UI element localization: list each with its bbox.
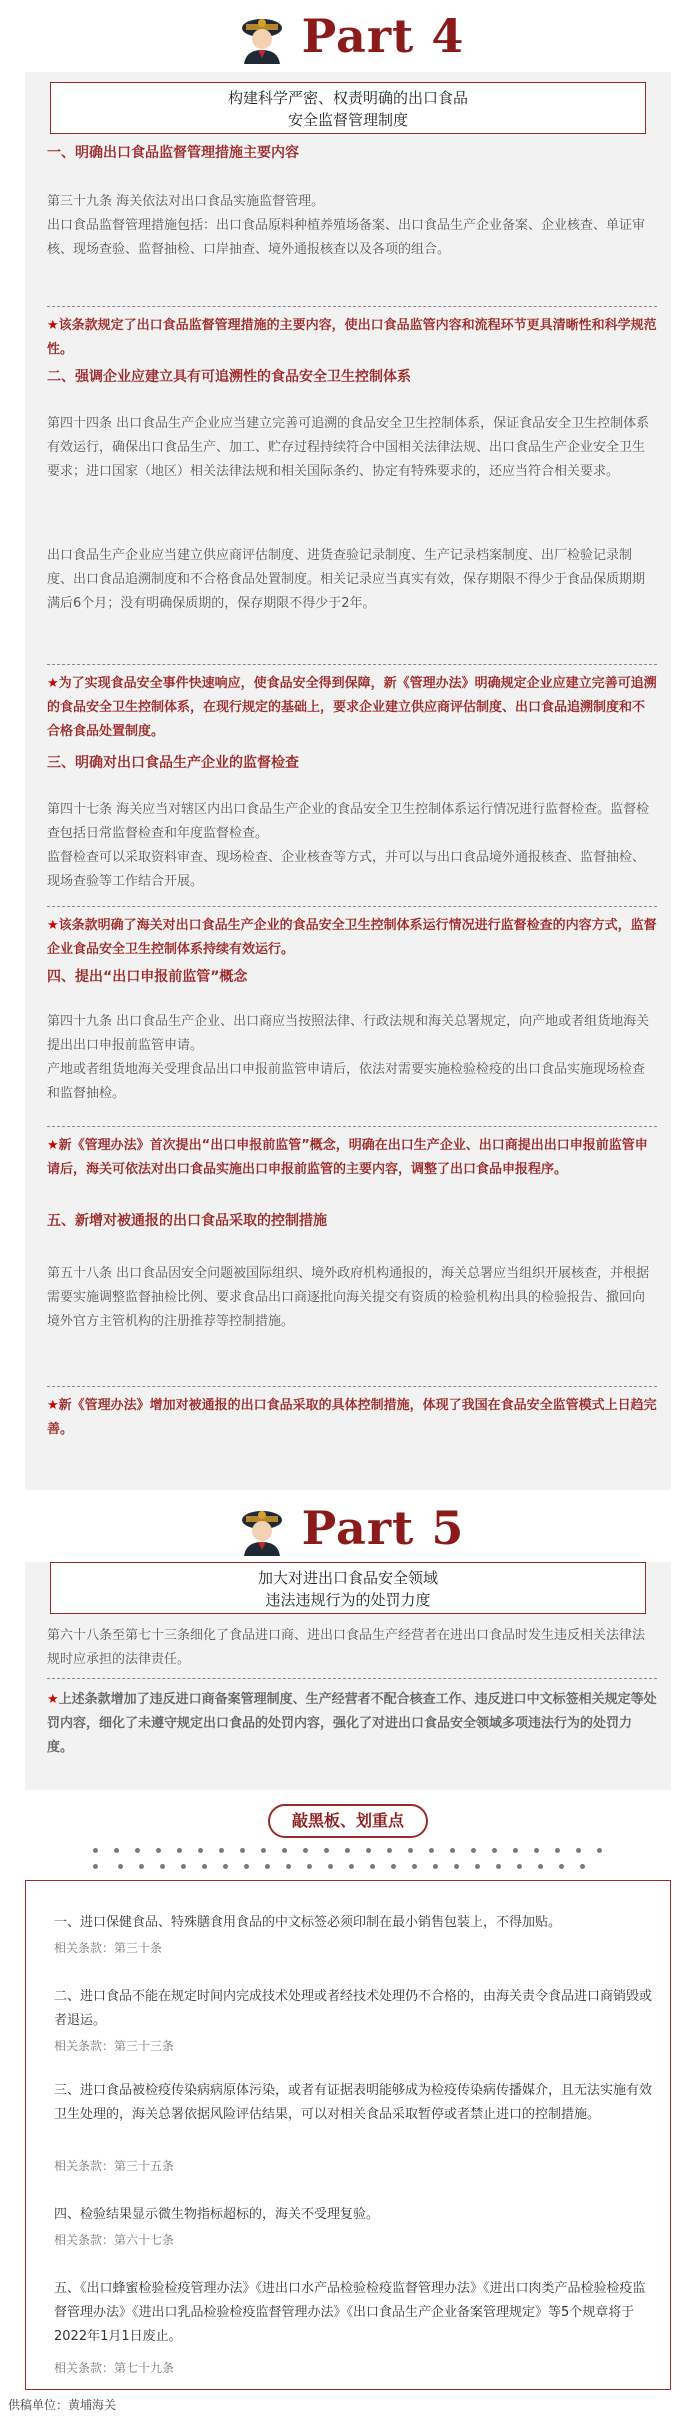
summary-box (25, 1880, 671, 2390)
section2-para1: 第四十四条 出口食品生产企业应当建立完善可追溯的食品安全卫生控制体系，保证食品安全卫生控制体系有效运行，确保出口食品生产、加工、贮存过程持续符合中国相关法律法规、出口食品生产企业安全卫生要求；进口国家（地区）相关法律法规和相关国际条约、协定有特殊要求的，还应当符合相关要求。 (47, 416, 650, 479)
section1-para2: 出口食品监督管理措施包括：出口食品原料种植养殖场备案、出口食品生产企业备案、企业核查、单证审核、现场查验、监督抽检、口岸抽查、境外通报核查以及各项的组合。 (47, 218, 646, 257)
summary-item-4-ref: 相关条款：第六十七条 (54, 2233, 175, 2247)
part5-note: ★上述条款增加了违反进口商备案管理制度、生产经营者不配合核查工作、违反进口中文标签相关规定等处罚内容，细化了未遵守规定出口食品的处罚内容，强化了对进出口食品安全领域多项违法行为的处罚力度。 (47, 1692, 657, 1755)
summary-item-4: 四、检验结果显示微生物指标超标的，海关不受理复验。 (54, 2207, 380, 2222)
section1-para1: 第三十九条 海关依法对出口食品实施监督管理。 (47, 194, 325, 209)
part5-header (0, 1498, 696, 1558)
part4-title: Part 4 (301, 9, 465, 63)
part4-box-title-line2: 安全监督管理制度 (287, 111, 408, 129)
section3-note: ★该条款明确了海关对出口食品生产企业的食品安全卫生控制体系运行情况进行监督检查的内容方式，监督企业食品安全卫生控制体系持续有效运行。 (47, 918, 657, 957)
part5-title: Part 5 (301, 1501, 465, 1555)
customs-officer-icon (232, 1498, 292, 1558)
section5-note: ★新《管理办法》增加对被通报的出口食品采取的具体控制措施，体现了我国在食品安全监管模式上日趋完善。 (47, 1398, 657, 1437)
part5-para1: 第六十八条至第七十三条细化了食品进口商、进出口食品生产经营者在进出口食品时发生违反相关法律法规时应承担的法律责任。 (47, 1628, 646, 1667)
summary-item-3: 三、进口食品被检疫传染病病原体污染，或者有证据表明能够成为检疫传染病传播媒介，且无法实施有效卫生处理的，海关总署依据风险评估结果，可以对相关食品采取暂停或者禁止进口的控制措施。 (54, 2083, 653, 2122)
divider (47, 306, 657, 307)
part4-box-title-line1: 构建科学严密、权责明确的出口食品 (227, 89, 468, 107)
section3-para1: 第四十七条 海关应当对辖区内出口食品生产企业的食品安全卫生控制体系运行情况进行监督检查。监督检查包括日常监督检查和年度监督检查。 (47, 802, 650, 841)
divider (47, 1386, 657, 1387)
summary-item-2: 二、进口食品不能在规定时间内完成技术处理或者经技术处理仍不合格的，由海关责令食品进口商销毁或者退运。 (54, 1989, 653, 2028)
part5-title-box (50, 1562, 646, 1614)
section2-para2: 出口食品生产企业应当建立供应商评估制度、进货查验记录制度、生产记录档案制度、出厂检验记录制度、出口食品追溯制度和不合格食品处置制度。相关记录应当真实有效，保存期限不得少于食品保质期期满后6个月；没有明确保质期的，保存期限不得少于2年。 (47, 548, 646, 611)
section1-note: ★该条款规定了出口食品监督管理措施的主要内容，使出口食品监管内容和流程环节更具清晰性和科学规范性。 (47, 318, 657, 357)
section4-para1: 第四十九条 出口食品生产企业、出口商应当按照法律、行政法规和海关总署规定，向产地或者组货地海关提出出口申报前监管申请。 (47, 1014, 650, 1053)
section4-heading: 四、提出“出口申报前监管”概念 (47, 969, 248, 985)
section3-para2: 监督检查可以采取资料审查、现场检查、企业核查等方式，并可以与出口食品境外通报核查、监督抽检、现场查验等工作结合开展。 (47, 850, 646, 889)
summary-pill: 敲黑板、划重点 (268, 1804, 428, 1838)
divider (47, 1126, 657, 1127)
section4-note: ★新《管理办法》首次提出“出口申报前监管”概念，明确在出口生产企业、出口商提出出口申报前监管申请后，海关可依法对出口食品实施出口申报前监管的主要内容，调整了出口食品申报程序。 (47, 1138, 648, 1177)
section2-note: ★为了实现食品安全事件快速响应，使食品安全得到保障，新《管理办法》明确规定企业应建立完善可追溯的食品安全卫生控制体系，在现行规定的基础上，要求企业建立供应商评估制度、出口食品追溯制度和不合格食品处置制度。 (47, 676, 657, 739)
summary-item-1: 一、进口保健食品、特殊膳食用食品的中文标签必须印制在最小销售包装上，不得加贴。 (54, 1915, 562, 1930)
summary-item-5: 五、《出口蜂蜜检验检疫管理办法》《进出口水产品检验检疫监督管理办法》《进出口肉类产品检验检疫监督管理办法》《进出口乳品检验检疫监督管理办法》《出口食品生产企业备案管理规定》等5个规章将于2022年1月1日废止。 (54, 2281, 646, 2344)
part5-box-title-line2: 违法违规行为的处罚力度 (265, 1591, 431, 1609)
divider (47, 1678, 657, 1679)
section5-heading: 五、新增对被通报的出口食品采取的控制措施 (47, 1213, 327, 1229)
section3-heading: 三、明确对出口食品生产企业的监督检查 (47, 755, 299, 771)
section4-para2: 产地或者组货地海关受理食品出口申报前监管申请后，依法对需要实施检验检疫的出口食品实施现场检查和监督抽检。 (47, 1062, 646, 1101)
divider (47, 906, 657, 907)
summary-item-5-ref: 相关条款：第七十九条 (54, 2361, 175, 2375)
summary-item-1-ref: 相关条款：第三十条 (54, 1941, 163, 1955)
section5-para1: 第五十八条 出口食品因安全问题被国际组织、境外政府机构通报的，海关总署应当组织开展核查，并根据需要实施调整监督抽检比例、要求食品出口商逐批向海关提交有资质的检验机构出具的检验报告、撤回向境外官方主管机构的注册推荐等控制措施。 (47, 1266, 650, 1329)
summary-item-3-ref: 相关条款：第三十五条 (54, 2159, 175, 2173)
section1-heading: 一、明确出口食品监督管理措施主要内容 (47, 145, 299, 161)
part5-box-title-line1: 加大对进出口食品安全领域 (257, 1569, 438, 1587)
footer-source: 供稿单位：黄埔海关 (8, 2398, 117, 2412)
summary-item-2-ref: 相关条款：第三十三条 (54, 2039, 175, 2053)
section2-heading: 二、强调企业应建立具有可追溯性的食品安全卫生控制体系 (47, 369, 411, 385)
divider (47, 664, 657, 665)
